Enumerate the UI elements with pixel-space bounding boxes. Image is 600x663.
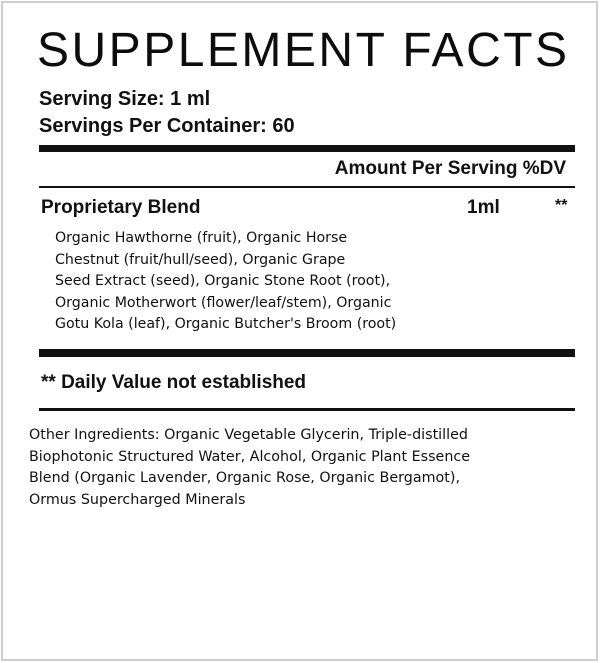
other-ingredients-line: Biophotonic Structured Water, Alcohol, Organic Plant Essence xyxy=(29,448,471,465)
blend-ingredient-line: Organic Hawthorne (fruit), Organic Horse xyxy=(55,230,348,246)
blend-ingredient-line: Gotu Kola (leaf), Organic Butcher's Broom (root) xyxy=(55,316,397,333)
servings-per-container: Servings Per Container: 60 xyxy=(39,115,295,137)
thin-divider-header xyxy=(39,186,575,188)
blend-ingredient-list xyxy=(55,228,505,336)
blend-ingredient-line: Organic Motherwort (flower/leaf/stem), Organic xyxy=(55,294,392,311)
serving-size: Serving Size: 1 ml xyxy=(39,88,211,110)
blend-ingredient-line: Chestnut (fruit/hull/seed), Organic Grape xyxy=(55,251,346,268)
other-ingredients-line: Other Ingredients: Organic Vegetable Glycerin, Triple-distilled xyxy=(29,427,468,443)
thick-divider-top xyxy=(39,145,575,152)
thin-divider-footer xyxy=(39,408,575,411)
blend-ingredient-line: Seed Extract (seed), Organic Stone Root (root), xyxy=(55,273,391,290)
daily-value-note: ** Daily Value not established xyxy=(41,372,307,393)
other-ingredients xyxy=(29,425,589,511)
proprietary-blend-amount: 1ml xyxy=(467,197,500,218)
proprietary-blend-dv: ** xyxy=(555,197,568,214)
thick-divider-bottom xyxy=(39,349,575,357)
supplement-facts-panel xyxy=(1,1,598,661)
amount-per-serving-header: Amount Per Serving %DV xyxy=(334,158,566,179)
other-ingredients-line: Ormus Supercharged Minerals xyxy=(29,491,246,508)
proprietary-blend-name: Proprietary Blend xyxy=(41,197,201,218)
other-ingredients-line: Blend (Organic Lavender, Organic Rose, Organic Bergamot), xyxy=(29,470,461,486)
panel-title: SUPPLEMENT FACTS xyxy=(37,24,570,77)
